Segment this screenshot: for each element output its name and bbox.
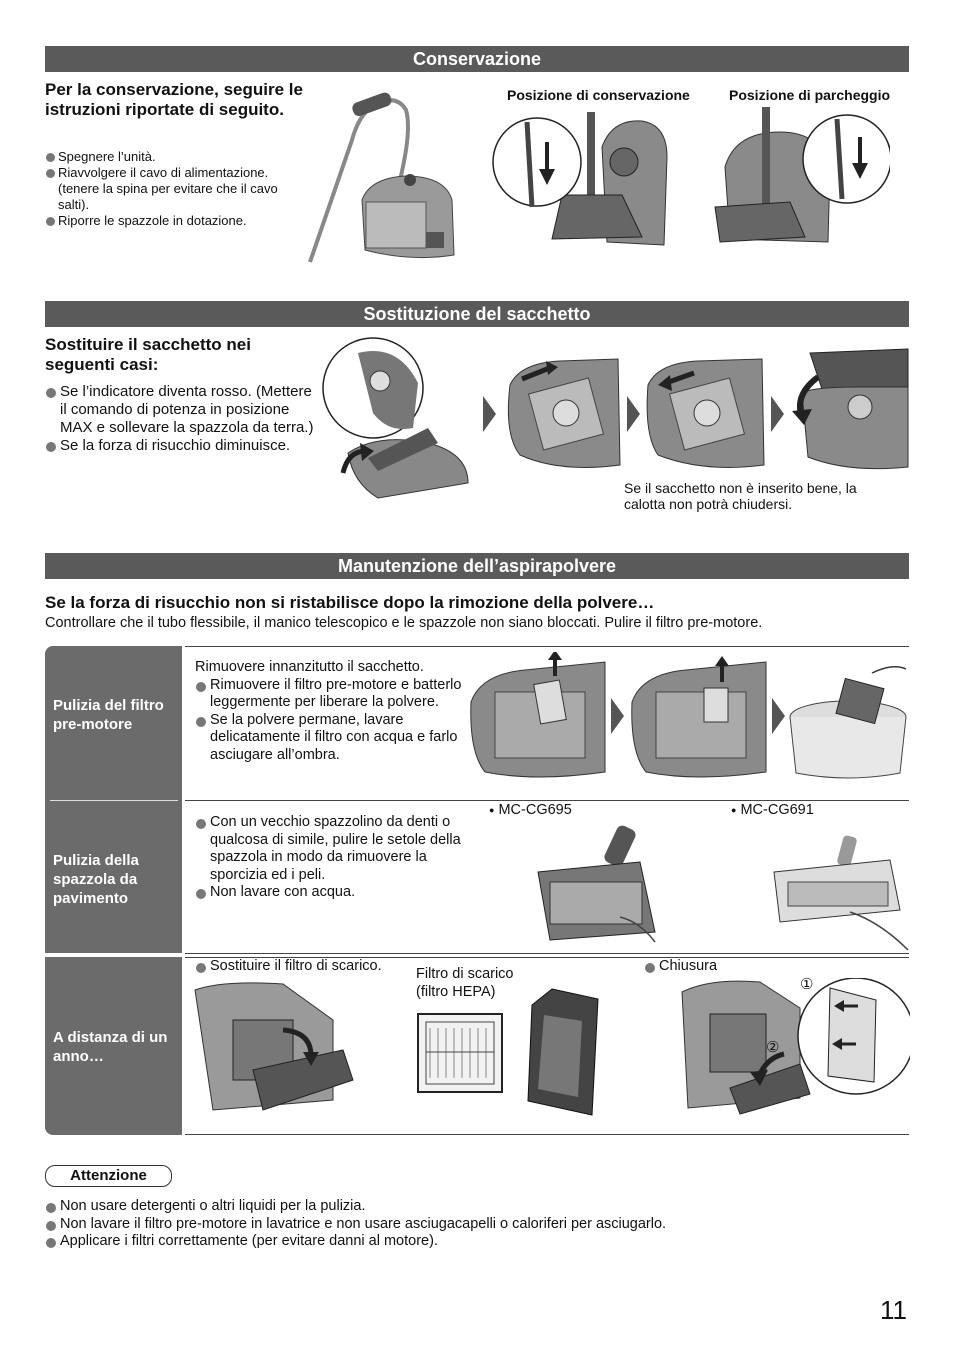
sacchetto-heading: Sostituire il sacchetto nei seguenti casi: — [45, 335, 251, 374]
label-storage-position: Posizione di conservazione — [507, 87, 690, 103]
label-parking-position: Posizione di parcheggio — [729, 87, 891, 103]
section-header-manutenzione: Manutenzione dell’aspirapolvere — [45, 553, 909, 579]
section-header-conservazione: Conservazione — [45, 46, 909, 72]
prefilter-instructions — [195, 659, 470, 764]
step-1-marker: ① — [800, 976, 814, 993]
table-rule — [185, 953, 909, 954]
list-item: Con un vecchio spazzolino da denti o qualcosa di simile, pulire le setole della spazzola in modo da rimuovere la sporcizia ed i peli. — [195, 814, 475, 884]
manutenzione-heading: Se la forza di risucchio non si ristabilisce dopo la rimozione della polvere… — [45, 593, 655, 612]
list-item: Non lavare con acqua. — [195, 884, 475, 902]
table-rule — [185, 800, 909, 801]
bullet-dot-icon: ● — [731, 805, 737, 816]
parking-position-illustration — [710, 107, 890, 247]
prefilter-washing-illustration — [788, 655, 910, 780]
list-item: Spegnere l’unità. — [45, 149, 310, 165]
bag-note: Se il sacchetto non è inserito bene, la calotta non potrà chiudersi. — [624, 480, 857, 512]
table-rule — [185, 646, 909, 647]
prefilter-tap-illustration — [626, 652, 768, 784]
hepa-filter-icon — [414, 1008, 506, 1096]
exhaust-filter-removal-illustration — [193, 980, 363, 1115]
step-arrow-icon — [483, 396, 496, 432]
list-item: Riavvolgere il cavo di alimentazione. (tenere la spina per evitare che il cavo salti). — [45, 165, 310, 213]
model-name: MC-CG695 — [498, 802, 572, 818]
list-item: Rimuovere il filtro pre-motore e batterlo leggermente per liberare la polvere. — [195, 677, 470, 712]
bag-indicator-illustration — [318, 333, 478, 503]
hepa-filter-label: Filtro di scarico (filtro HEPA) — [416, 966, 514, 1000]
model-label-mc-cg695 — [489, 802, 572, 818]
list-item: Non usare detergenti o altri liquidi per la pulizia. — [45, 1198, 905, 1216]
row-label-prefilter: Pulizia del filtro pre-motore — [53, 697, 164, 733]
closing-steps — [644, 958, 764, 976]
manutenzione-intro: Controllare che il tubo flessibile, il manico telescopico e le spazzole non siano bloccati. Pulire il filtro pre-motore. — [45, 615, 763, 631]
list-item: Non lavare il filtro pre-motore in lavatrice e non usare asciugacapelli o caloriferi per asciugarlo. — [45, 1216, 905, 1234]
nozzle-cg691-illustration — [770, 832, 910, 952]
row-label-yearly: A distanza di un anno… — [53, 1029, 168, 1065]
lid-closing-illustration — [788, 347, 910, 475]
nozzle-cg695-illustration — [530, 822, 660, 947]
attention-badge: Attenzione — [45, 1165, 172, 1187]
attention-list — [45, 1198, 905, 1251]
bag-insertion-illustration — [644, 355, 766, 475]
table-rule — [185, 1134, 909, 1135]
filter-closing-illustration — [680, 978, 910, 1118]
vacuum-storage-illustration — [300, 90, 465, 265]
step-arrow-icon — [611, 698, 624, 734]
bullet-dot-icon: ● — [489, 805, 495, 816]
step-2-marker: ② — [766, 1039, 780, 1056]
conservazione-heading: Per la conservazione, seguire le istruzioni riportate di seguito. — [45, 80, 303, 119]
list-item: Se la forza di risucchio diminuisce. — [45, 437, 315, 455]
model-label-mc-cg691 — [731, 802, 814, 818]
model-name: MC-CG691 — [740, 802, 814, 818]
step-arrow-icon — [772, 698, 785, 734]
conservazione-steps — [45, 149, 310, 229]
page-number: 11 — [880, 1295, 907, 1325]
row-divider — [50, 800, 178, 801]
list-item: Sostituire il filtro di scarico. — [195, 958, 425, 976]
prefilter-removal-illustration — [465, 652, 607, 784]
step-arrow-icon — [627, 396, 640, 432]
filter-cover-icon — [522, 985, 602, 1117]
floor-nozzle-steps — [195, 814, 475, 902]
list-item: Riporre le spazzole in dotazione. — [45, 213, 310, 229]
list-item: Applicare i filtri correttamente (per evitare danni al motore). — [45, 1233, 905, 1251]
prefilter-lead: Rimuovere innanzitutto il sacchetto. — [195, 659, 424, 675]
list-item: Chiusura — [644, 958, 764, 976]
list-item: Se la polvere permane, lavare delicatamente il filtro con acqua e farlo asciugare all’ombra. — [195, 712, 470, 765]
bag-removal-illustration — [500, 355, 622, 475]
row-label-floor-nozzle: Pulizia della spazzola da pavimento — [53, 852, 139, 907]
prefilter-steps — [195, 677, 470, 765]
list-item: Se l’indicatore diventa rosso. (Mettere il comando di potenza in posizione MAX e sollevare la spazzola da terra.) — [45, 383, 315, 437]
step-arrow-icon — [771, 396, 784, 432]
section-header-sacchetto: Sostituzione del sacchetto — [45, 301, 909, 327]
yearly-steps — [195, 958, 425, 976]
storage-position-illustration — [492, 107, 678, 247]
row-divider — [45, 953, 182, 957]
sacchetto-conditions — [45, 383, 315, 455]
